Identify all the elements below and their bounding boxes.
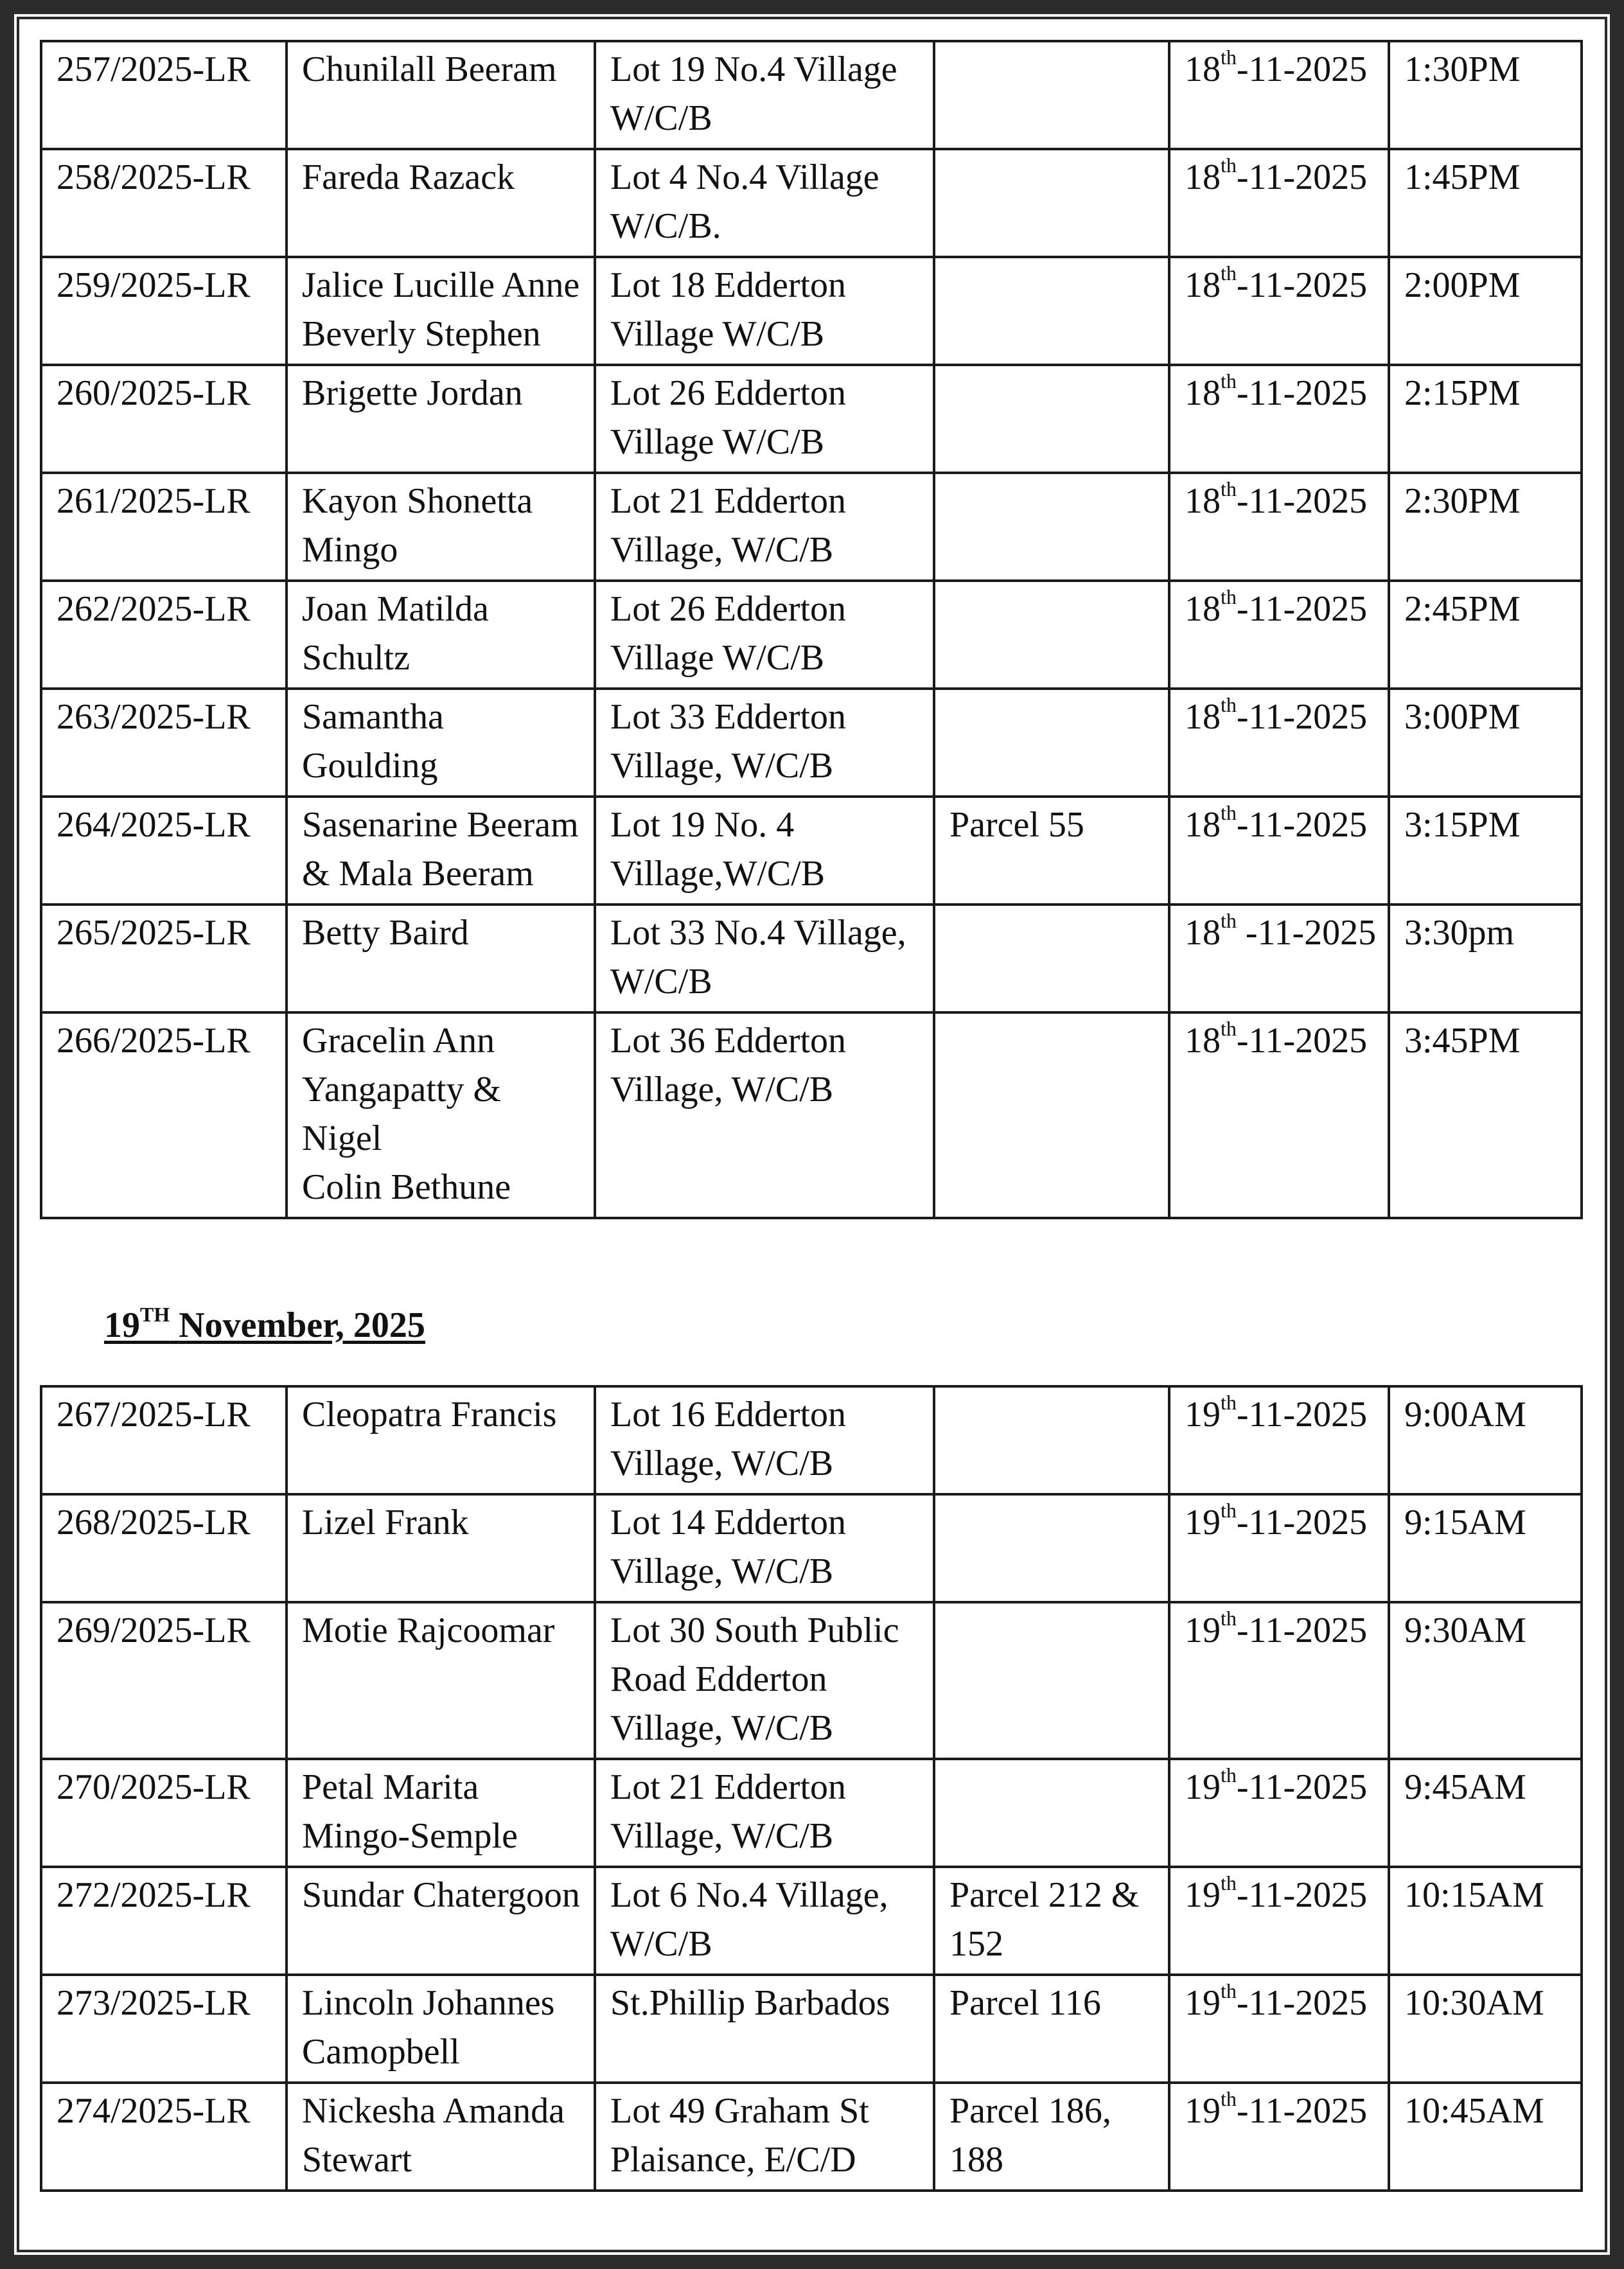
hearing-time-cell: 9:15AM (1389, 1494, 1582, 1602)
date-day: 18 (1185, 481, 1221, 521)
hearing-date-cell (1169, 689, 1389, 797)
hearing-date-cell (1169, 1759, 1389, 1867)
table-row (41, 1012, 1582, 1218)
reference-number-cell: 263/2025-LR (41, 689, 287, 797)
property-location-cell: Lot 26 Edderton Village W/C/B (595, 581, 934, 689)
date-ordinal-suffix: th (1221, 477, 1237, 500)
applicant-name-cell: Lincoln Johannes Camopbell (287, 1975, 595, 2083)
property-location-cell: Lot 21 Edderton Village, W/C/B (595, 473, 934, 581)
date-ordinal-suffix: th (1221, 261, 1237, 285)
date-day: 18 (1185, 49, 1221, 89)
property-location-cell: Lot 16 Edderton Village, W/C/B (595, 1386, 934, 1494)
date-day: 18 (1185, 265, 1221, 305)
schedule-table-body (41, 1386, 1582, 2191)
property-location-cell: Lot 26 Edderton Village W/C/B (595, 365, 934, 473)
applicant-name-cell: Motie Rajcoomar (287, 1602, 595, 1759)
applicant-name-cell: Betty Baird (287, 905, 595, 1012)
hearing-time-cell: 9:45AM (1389, 1759, 1582, 1867)
applicant-name-cell: Petal Marita Mingo-Semple (287, 1759, 595, 1867)
parcel-cell (934, 1759, 1169, 1867)
hearing-time-cell: 9:00AM (1389, 1386, 1582, 1494)
applicant-name-cell: Lizel Frank (287, 1494, 595, 1602)
hearing-date-cell (1169, 1602, 1389, 1759)
parcel-cell (934, 905, 1169, 1012)
applicant-name-cell: Jalice Lucille Anne Beverly Stephen (287, 257, 595, 365)
hearing-date-cell (1169, 1867, 1389, 1975)
heading-month-year: November, 2025 (179, 1305, 425, 1345)
hearing-date-cell (1169, 257, 1389, 365)
property-location-cell: Lot 33 No.4 Village, W/C/B (595, 905, 934, 1012)
date-day: 18 (1185, 805, 1221, 845)
table-row (41, 1386, 1582, 1494)
applicant-name-cell: Brigette Jordan (287, 365, 595, 473)
date-month-year: -11-2025 (1236, 913, 1377, 953)
date-day: 18 (1185, 373, 1221, 413)
hearing-time-cell: 2:15PM (1389, 365, 1582, 473)
parcel-cell (934, 1386, 1169, 1494)
date-month-year: -11-2025 (1236, 2091, 1368, 2131)
date-day: 19 (1185, 1503, 1221, 1542)
hearing-date-cell (1169, 1386, 1389, 1494)
date-day: 19 (1185, 1611, 1221, 1650)
schedule-table-19-november (40, 1385, 1583, 2192)
property-location-cell: Lot 49 Graham St Plaisance, E/C/D (595, 2083, 934, 2191)
reference-number-cell: 270/2025-LR (41, 1759, 287, 1867)
parcel-cell (934, 149, 1169, 257)
hearing-date-cell (1169, 1494, 1389, 1602)
table-row (41, 365, 1582, 473)
hearing-date-cell (1169, 797, 1389, 905)
table-row (41, 1867, 1582, 1975)
parcel-cell (934, 257, 1169, 365)
date-month-year: -11-2025 (1236, 697, 1368, 737)
date-month-year: -11-2025 (1236, 1395, 1368, 1435)
date-month-year: -11-2025 (1236, 481, 1368, 521)
applicant-name-cell: Cleopatra Francis (287, 1386, 595, 1494)
date-day: 18 (1185, 1021, 1221, 1061)
reference-number-cell: 274/2025-LR (41, 2083, 287, 2191)
table-row (41, 41, 1582, 149)
hearing-date-cell (1169, 581, 1389, 689)
property-location-cell: Lot 6 No.4 Village, W/C/B (595, 1867, 934, 1975)
table-row (41, 689, 1582, 797)
hearing-date-cell (1169, 473, 1389, 581)
date-day: 18 (1185, 157, 1221, 197)
hearing-date-cell (1169, 41, 1389, 149)
table-row (41, 581, 1582, 689)
date-ordinal-suffix: th (1221, 2087, 1237, 2110)
date-ordinal-suffix: th (1221, 154, 1237, 177)
applicant-name-cell: Fareda Razack (287, 149, 595, 257)
table-row (41, 1975, 1582, 2083)
date-day: 19 (1185, 2091, 1221, 2131)
reference-number-cell: 259/2025-LR (41, 257, 287, 365)
hearing-time-cell: 9:30AM (1389, 1602, 1582, 1759)
property-location-cell: Lot 18 Edderton Village W/C/B (595, 257, 934, 365)
schedule-table-18-november (40, 40, 1583, 1219)
table-row (41, 473, 1582, 581)
reference-number-cell: 260/2025-LR (41, 365, 287, 473)
hearing-date-cell (1169, 365, 1389, 473)
date-day: 18 (1185, 913, 1221, 953)
applicant-name-cell: Nickesha Amanda Stewart (287, 2083, 595, 2191)
parcel-cell: Parcel 55 (934, 797, 1169, 905)
table-row (41, 905, 1582, 1012)
date-ordinal-suffix: th (1221, 1391, 1237, 1414)
hearing-time-cell: 10:45AM (1389, 2083, 1582, 2191)
hearing-date-cell (1169, 905, 1389, 1012)
date-ordinal-suffix: th (1221, 1607, 1237, 1630)
applicant-name-cell: Gracelin Ann Yangapatty & Nigel Colin Bethune (287, 1012, 595, 1218)
date-ordinal-suffix: th (1221, 801, 1237, 824)
reference-number-cell: 262/2025-LR (41, 581, 287, 689)
parcel-cell (934, 365, 1169, 473)
property-location-cell: Lot 33 Edderton Village, W/C/B (595, 689, 934, 797)
reference-number-cell: 272/2025-LR (41, 1867, 287, 1975)
date-day: 18 (1185, 697, 1221, 737)
date-month-year: -11-2025 (1236, 805, 1368, 845)
hearing-time-cell: 2:45PM (1389, 581, 1582, 689)
hearing-time-cell: 3:00PM (1389, 689, 1582, 797)
parcel-cell (934, 1602, 1169, 1759)
property-location-cell: Lot 36 Edderton Village, W/C/B (595, 1012, 934, 1218)
date-day: 19 (1185, 1395, 1221, 1435)
table-row (41, 257, 1582, 365)
hearing-date-cell (1169, 1012, 1389, 1218)
property-location-cell: Lot 21 Edderton Village, W/C/B (595, 1759, 934, 1867)
hearing-date-cell (1169, 2083, 1389, 2191)
parcel-cell: Parcel 116 (934, 1975, 1169, 2083)
hearing-time-cell: 1:45PM (1389, 149, 1582, 257)
date-day: 19 (1185, 1983, 1221, 2023)
reference-number-cell: 265/2025-LR (41, 905, 287, 1012)
hearing-time-cell: 3:45PM (1389, 1012, 1582, 1218)
parcel-cell (934, 1012, 1169, 1218)
reference-number-cell: 268/2025-LR (41, 1494, 287, 1602)
applicant-name-cell: Sasenarine Beeram & Mala Beeram (287, 797, 595, 905)
property-location-cell: Lot 4 No.4 Village W/C/B. (595, 149, 934, 257)
date-month-year: -11-2025 (1236, 1875, 1368, 1915)
hearing-time-cell: 3:15PM (1389, 797, 1582, 905)
applicant-name-cell: Joan Matilda Schultz (287, 581, 595, 689)
reference-number-cell: 273/2025-LR (41, 1975, 287, 2083)
applicant-name-cell: Samantha Goulding (287, 689, 595, 797)
hearing-time-cell: 2:00PM (1389, 257, 1582, 365)
reference-number-cell: 258/2025-LR (41, 149, 287, 257)
date-ordinal-suffix: th (1221, 369, 1237, 393)
date-month-year: -11-2025 (1236, 1983, 1368, 2023)
date-ordinal-suffix: th (1221, 585, 1237, 608)
schedule-table-body (41, 41, 1582, 1218)
property-location-cell: Lot 19 No. 4 Village,W/C/B (595, 797, 934, 905)
hearing-time-cell: 10:30AM (1389, 1975, 1582, 2083)
date-ordinal-suffix: th (1221, 693, 1237, 716)
reference-number-cell: 257/2025-LR (41, 41, 287, 149)
parcel-cell (934, 689, 1169, 797)
hearing-time-cell: 2:30PM (1389, 473, 1582, 581)
date-day: 19 (1185, 1875, 1221, 1915)
property-location-cell: Lot 30 South Public Road Edderton Village, W/C/B (595, 1602, 934, 1759)
parcel-cell (934, 41, 1169, 149)
hearing-time-cell: 3:30pm (1389, 905, 1582, 1012)
heading-day: 19 (104, 1305, 140, 1345)
date-month-year: -11-2025 (1236, 157, 1368, 197)
reference-number-cell: 264/2025-LR (41, 797, 287, 905)
reference-number-cell: 269/2025-LR (41, 1602, 287, 1759)
date-month-year: -11-2025 (1236, 49, 1368, 89)
parcel-cell (934, 581, 1169, 689)
reference-number-cell: 261/2025-LR (41, 473, 287, 581)
table-row (41, 149, 1582, 257)
hearing-date-cell (1169, 149, 1389, 257)
property-location-cell: Lot 14 Edderton Village, W/C/B (595, 1494, 934, 1602)
date-month-year: -11-2025 (1236, 589, 1368, 629)
date-ordinal-suffix: th (1221, 1871, 1237, 1894)
reference-number-cell: 267/2025-LR (41, 1386, 287, 1494)
applicant-name-cell: Chunilall Beeram (287, 41, 595, 149)
heading-day-suffix: TH (140, 1303, 170, 1326)
date-ordinal-suffix: th (1221, 46, 1237, 69)
date-month-year: -11-2025 (1236, 1611, 1368, 1650)
table-row (41, 1759, 1582, 1867)
date-day: 19 (1185, 1767, 1221, 1807)
parcel-cell: Parcel 212 & 152 (934, 1867, 1169, 1975)
date-day: 18 (1185, 589, 1221, 629)
date-month-year: -11-2025 (1236, 373, 1368, 413)
hearing-time-cell: 1:30PM (1389, 41, 1582, 149)
parcel-cell (934, 1494, 1169, 1602)
reference-number-cell: 266/2025-LR (41, 1012, 287, 1218)
table-row (41, 1494, 1582, 1602)
date-ordinal-suffix: th (1221, 1979, 1237, 2002)
date-month-year: -11-2025 (1236, 1767, 1368, 1807)
date-ordinal-suffix: th (1221, 1499, 1237, 1522)
applicant-name-cell: Sundar Chatergoon (287, 1867, 595, 1975)
property-location-cell: Lot 19 No.4 Village W/C/B (595, 41, 934, 149)
table-row (41, 1602, 1582, 1759)
date-month-year: -11-2025 (1236, 265, 1368, 305)
hearing-date-cell (1169, 1975, 1389, 2083)
date-month-year: -11-2025 (1236, 1503, 1368, 1542)
date-ordinal-suffix: th (1221, 1763, 1237, 1787)
date-ordinal-suffix: th (1221, 909, 1237, 932)
date-month-year: -11-2025 (1236, 1021, 1368, 1061)
property-location-cell: St.Phillip Barbados (595, 1975, 934, 2083)
hearing-time-cell: 10:15AM (1389, 1867, 1582, 1975)
section-heading-19-november (104, 1303, 425, 1346)
parcel-cell (934, 473, 1169, 581)
table-row (41, 797, 1582, 905)
date-ordinal-suffix: th (1221, 1017, 1237, 1040)
table-row (41, 2083, 1582, 2191)
applicant-name-cell: Kayon Shonetta Mingo (287, 473, 595, 581)
parcel-cell: Parcel 186, 188 (934, 2083, 1169, 2191)
